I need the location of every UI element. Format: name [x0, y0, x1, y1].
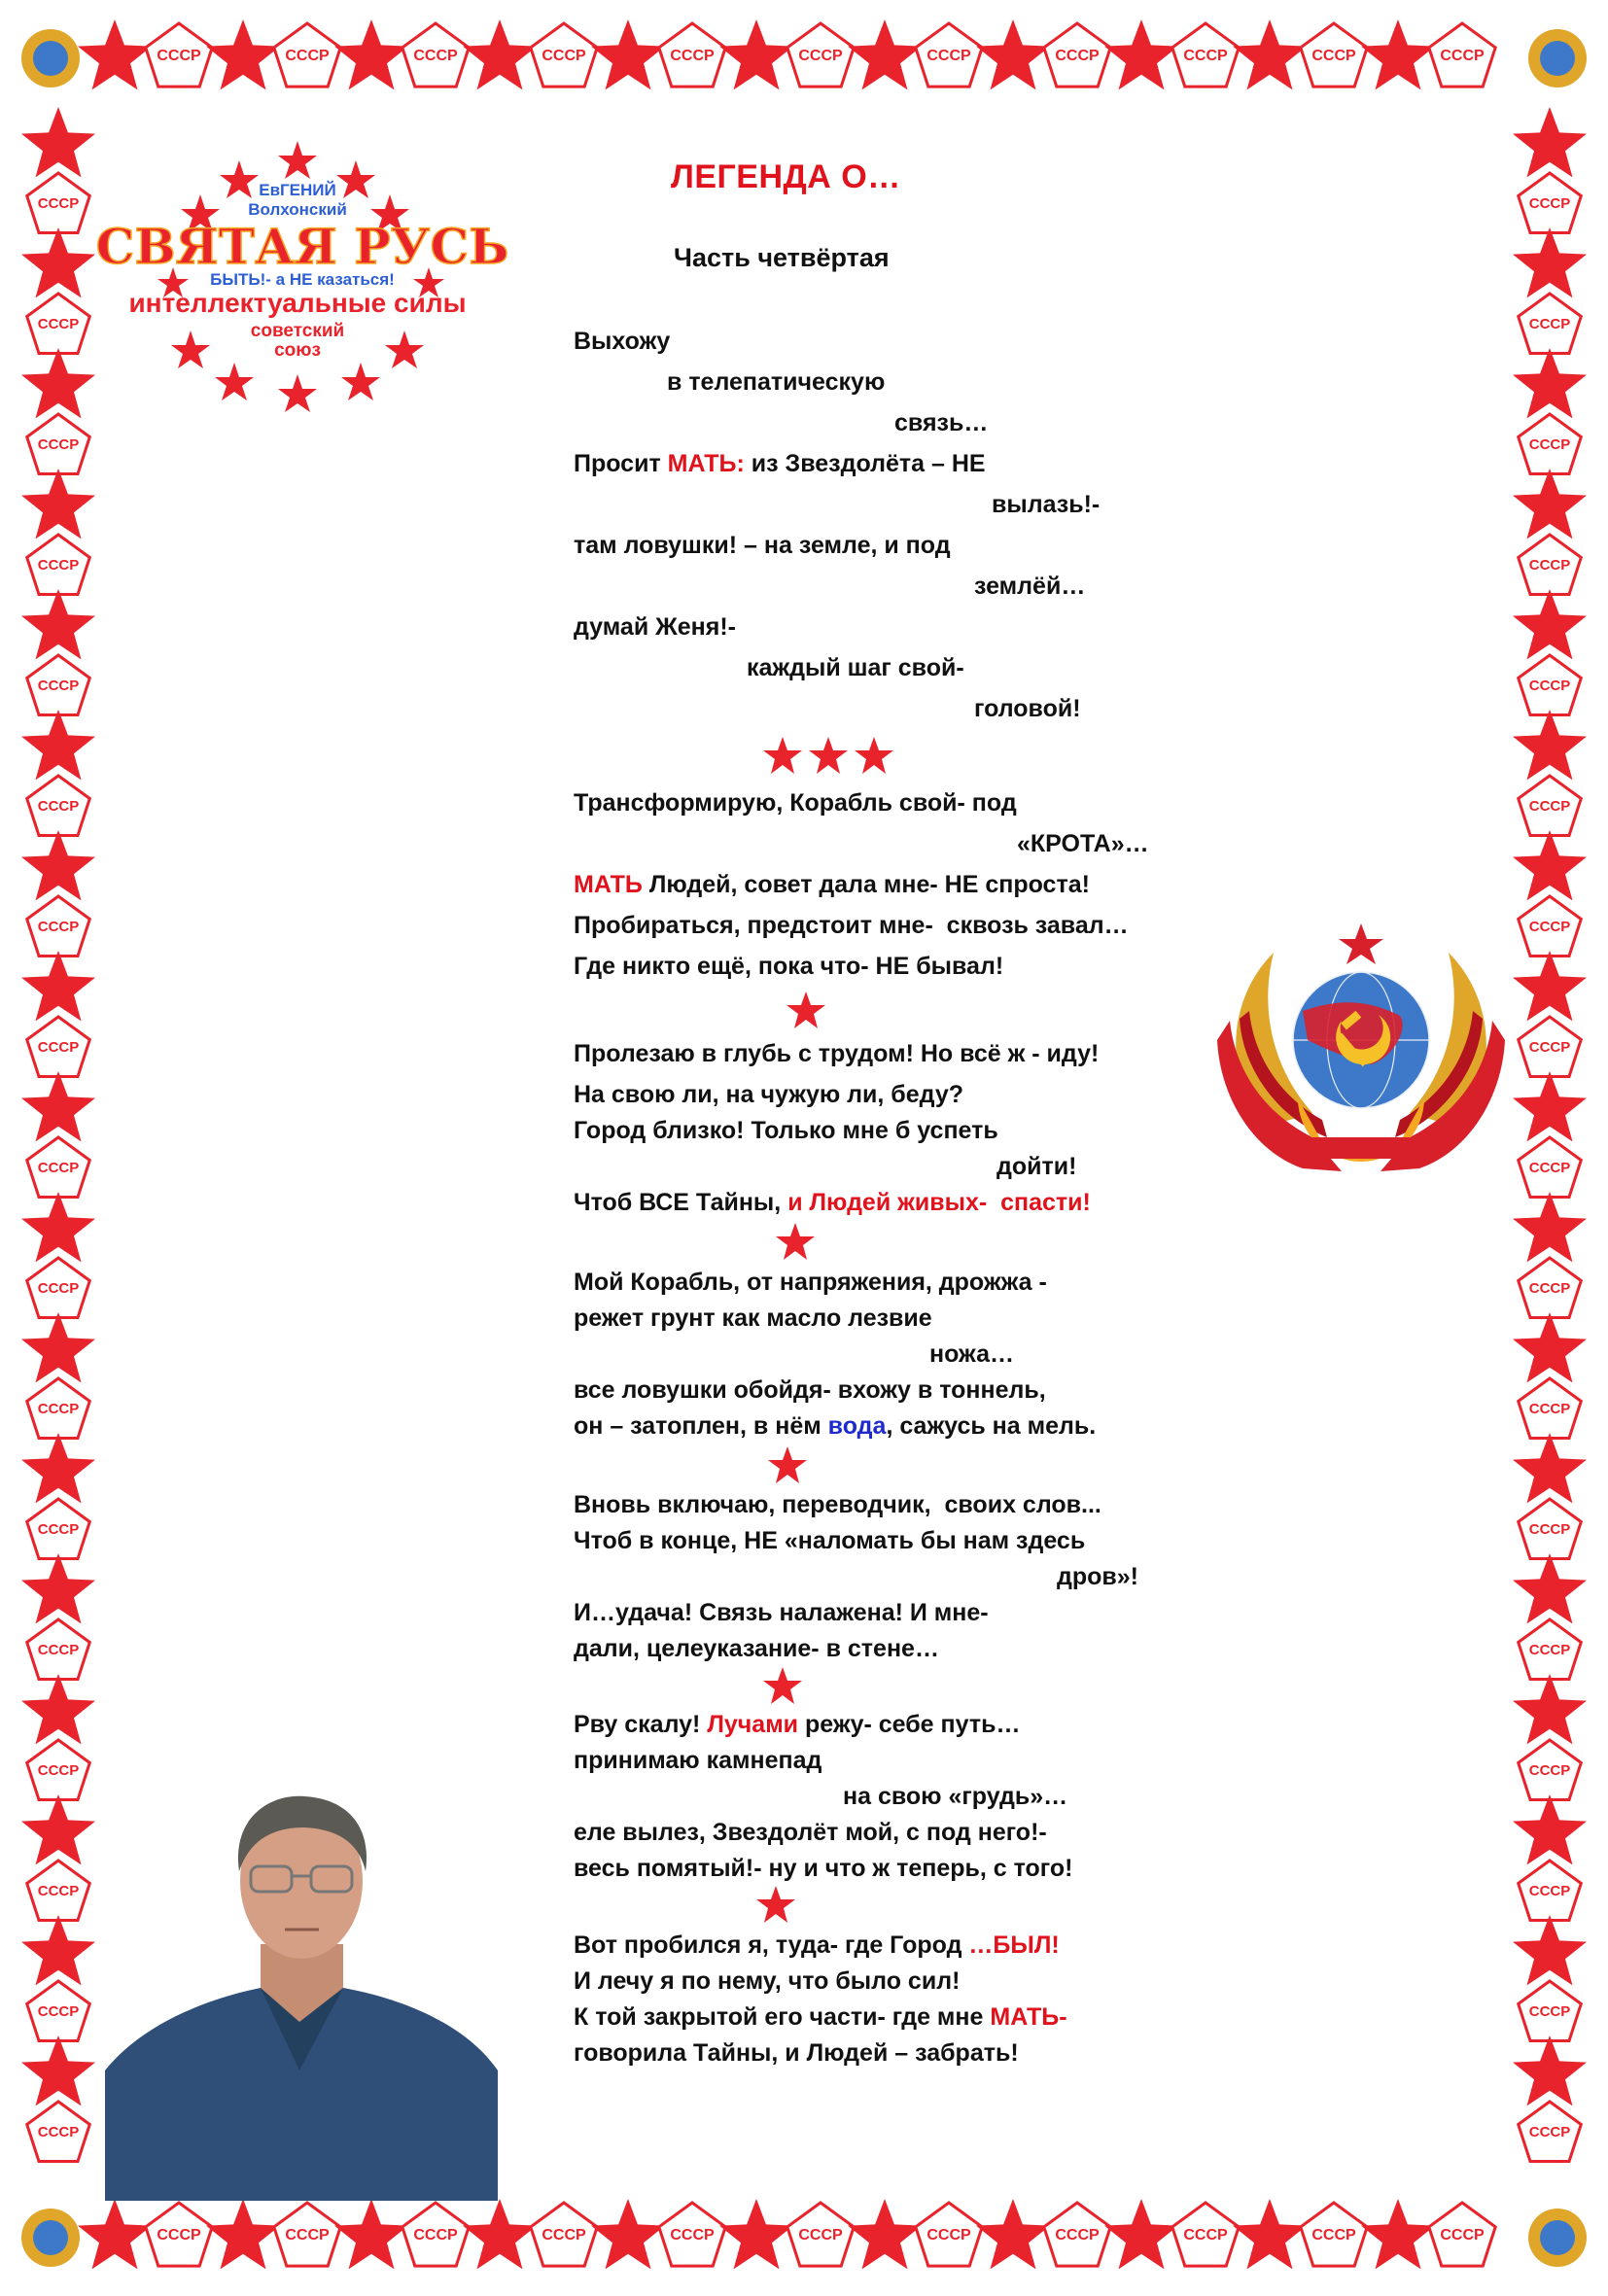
poem-line: в телепатическую — [667, 368, 886, 396]
cccp-badge-icon — [27, 2102, 90, 2162]
svg-text:СССР: СССР — [1055, 48, 1100, 64]
svg-text:СССР: СССР — [1440, 2227, 1485, 2244]
cccp-badge-icon — [1519, 294, 1582, 354]
cccp-badge-icon — [1172, 2203, 1239, 2266]
cccp-badge-icon — [1301, 23, 1367, 87]
cccp-badge-icon — [27, 1137, 90, 1198]
poem-line: ножа… — [929, 1340, 1014, 1368]
svg-text:СССР: СССР — [798, 48, 843, 64]
logo-motto: БЫТЬ!- а НЕ казаться! — [210, 270, 395, 289]
logo-line4: союз — [274, 340, 321, 361]
cccp-badge-icon — [1519, 1258, 1582, 1318]
svg-text:СССР: СССР — [1528, 195, 1571, 212]
svg-text:СССР: СССР — [37, 2003, 80, 2020]
poem-line: Просит МАТЬ: из Звездолёта – НЕ — [574, 450, 986, 477]
cccp-badge-icon — [1301, 2203, 1367, 2266]
cccp-badge-icon — [531, 23, 597, 87]
cccp-badge-icon — [402, 2203, 469, 2266]
border-star-icon — [1513, 1312, 1587, 1382]
border-star-icon — [21, 1915, 95, 1985]
border-star-icon — [1513, 1071, 1587, 1141]
logo-author-first: ЕвГЕНИЙ — [259, 181, 336, 199]
poem-line: На свою ли, на чужую ли, беду? — [574, 1081, 963, 1108]
cccp-badge-icon — [27, 655, 90, 715]
poem-line: на свою «грудь»… — [843, 1783, 1068, 1810]
cccp-badge-icon — [916, 2203, 982, 2266]
border-star-icon — [1104, 2199, 1178, 2269]
poem-line: Вот пробился я, туда- где Город …БЫЛ! — [574, 1931, 1060, 1959]
cccp-badge-icon — [27, 1619, 90, 1680]
svg-text:СССР: СССР — [37, 1280, 80, 1297]
svg-text:СССР: СССР — [1528, 1280, 1571, 1297]
border-star-icon — [1513, 1433, 1587, 1503]
border-star-icon — [21, 1312, 95, 1382]
poem-line: землёй… — [974, 573, 1086, 600]
cccp-badge-icon — [27, 896, 90, 957]
cccp-badge-icon — [27, 1981, 90, 2041]
svg-text:СССР: СССР — [37, 2124, 80, 2140]
cccp-badge-icon — [27, 776, 90, 836]
poem-line: МАТЬ Людей, совет дала мне- НЕ спроста! — [574, 871, 1090, 898]
svg-text:СССР: СССР — [37, 1160, 80, 1176]
border-star-icon — [719, 2199, 793, 2269]
cccp-badge-icon — [27, 1861, 90, 1921]
border-star-icon — [334, 19, 408, 89]
cccp-badge-icon — [1519, 535, 1582, 595]
svg-text:СССР: СССР — [37, 1883, 80, 1899]
cccp-badge-icon — [787, 2203, 854, 2266]
cccp-badge-icon — [1429, 23, 1495, 87]
border-star-icon — [1233, 2199, 1307, 2269]
cccp-badge-icon — [916, 23, 982, 87]
border-star-icon — [976, 2199, 1050, 2269]
cccp-badge-icon — [1519, 896, 1582, 957]
cccp-badge-icon — [1519, 776, 1582, 836]
border-star-icon — [206, 2199, 280, 2269]
border-star-icon — [1513, 348, 1587, 418]
cccp-badge-icon — [531, 2203, 597, 2266]
border-star-icon — [21, 469, 95, 539]
svg-text:СССР: СССР — [1528, 2003, 1571, 2020]
svg-text:СССР: СССР — [285, 48, 330, 64]
border-star-icon — [21, 830, 95, 900]
svg-text:СССР: СССР — [37, 436, 80, 453]
border-star-icon — [21, 1192, 95, 1262]
svg-text:СССР: СССР — [37, 1642, 80, 1658]
svg-text:СССР: СССР — [413, 2227, 458, 2244]
svg-text:СССР: СССР — [37, 678, 80, 694]
poem-line: Рву скалу! Лучами режу- себе путь… — [574, 1711, 1021, 1738]
svg-text:СССР: СССР — [1528, 1521, 1571, 1538]
border-star-icon — [1513, 1674, 1587, 1744]
svg-text:СССР: СССР — [157, 2227, 201, 2244]
cccp-badge-icon — [1519, 1499, 1582, 1559]
border-star-icon — [463, 19, 537, 89]
highlight-water: вода — [827, 1412, 887, 1440]
svg-text:СССР: СССР — [1528, 798, 1571, 815]
border-star-icon — [21, 107, 95, 177]
poem-line: Пролезаю в глубь с трудом! Но всё ж - иду! — [574, 1040, 1100, 1067]
svg-text:СССР: СССР — [1528, 1401, 1571, 1417]
poem-line: он – затоплен, в нём вода, сажусь на мель. — [574, 1412, 1097, 1440]
border-star-icon — [1513, 2035, 1587, 2105]
cccp-badge-icon — [1519, 1861, 1582, 1921]
highlight-mat: МАТЬ — [574, 871, 643, 898]
svg-text:СССР: СССР — [1528, 1039, 1571, 1056]
border-star-icon — [1513, 951, 1587, 1021]
poem-line: Город близко! Только мне б успеть — [574, 1117, 998, 1144]
cccp-badge-icon — [1044, 2203, 1110, 2266]
svg-text:СССР: СССР — [542, 48, 586, 64]
svg-text:СССР: СССР — [1528, 316, 1571, 332]
cccp-badge-icon — [27, 1378, 90, 1439]
svg-text:СССР: СССР — [37, 1401, 80, 1417]
border-star-icon — [1513, 107, 1587, 177]
border-star-icon — [1513, 1794, 1587, 1864]
cccp-badge-icon — [1519, 1981, 1582, 2041]
poem-line: Мой Корабль, от напряжения, дрожжа - — [574, 1269, 1047, 1296]
border-star-icon — [1513, 227, 1587, 297]
poem-line: дойти! — [996, 1153, 1077, 1180]
divider-stars-three — [760, 734, 906, 779]
svg-text:СССР: СССР — [1055, 2227, 1100, 2244]
svg-text:СССР: СССР — [1528, 1883, 1571, 1899]
highlight-mat: МАТЬ: — [667, 450, 745, 477]
cccp-badge-icon — [1519, 1378, 1582, 1439]
svg-text:СССР: СССР — [1528, 1642, 1571, 1658]
poem-line: каждый шаг свой- — [747, 654, 964, 681]
svg-text:СССР: СССР — [1311, 2227, 1356, 2244]
svg-text:СССР: СССР — [37, 1762, 80, 1779]
decorative-border-top — [0, 0, 1608, 117]
page-subtitle: Часть четвёртая — [674, 243, 890, 272]
svyataya-rus-logo — [93, 131, 511, 413]
poem-line: К той закрытой его части- где мне МАТЬ- — [574, 2003, 1067, 2031]
cccp-badge-icon — [146, 2203, 212, 2266]
cccp-badge-icon — [27, 173, 90, 233]
svg-text:СССР: СССР — [285, 2227, 330, 2244]
poem-line: связь… — [894, 409, 989, 436]
highlight-save-people: и Людей живых- спасти! — [787, 1189, 1091, 1216]
poem-line: думай Женя!- — [574, 613, 736, 641]
logo-line2: интеллектуальные силы — [128, 288, 467, 318]
border-star-icon — [1513, 830, 1587, 900]
svg-text:СССР: СССР — [37, 195, 80, 212]
cccp-badge-icon — [274, 2203, 340, 2266]
poem-line: говорила Тайны, и Людей – забрать! — [574, 2039, 1019, 2067]
highlight-rays: Лучами — [707, 1711, 799, 1738]
cccp-badge-icon — [27, 1258, 90, 1318]
poem-line: режет грунт как масло лезвие — [574, 1305, 932, 1332]
divider-star — [765, 1444, 810, 1488]
poem-line: Чтоб в конце, НЕ «наломать бы нам здесь — [574, 1527, 1086, 1554]
svg-text:СССР: СССР — [37, 557, 80, 574]
svg-text:СССР: СССР — [670, 48, 715, 64]
svg-text:СССР: СССР — [1528, 919, 1571, 935]
poem-line: весь помятый!- ну и что ж теперь, с того! — [574, 1855, 1073, 1882]
cccp-badge-icon — [402, 23, 469, 87]
cccp-badge-icon — [27, 294, 90, 354]
border-star-icon — [334, 2199, 408, 2269]
border-star-icon — [1513, 710, 1587, 780]
poem-line: дали, целеуказание- в стене… — [574, 1635, 939, 1662]
cccp-badge-icon — [1519, 1017, 1582, 1077]
svg-text:СССР: СССР — [1528, 436, 1571, 453]
cccp-badge-icon — [1519, 173, 1582, 233]
svg-text:СССР: СССР — [37, 798, 80, 815]
cccp-badge-icon — [1519, 1740, 1582, 1800]
border-star-icon — [1513, 1553, 1587, 1623]
poem-line: дров»! — [1057, 1563, 1139, 1590]
border-star-icon — [1361, 2199, 1435, 2269]
border-star-icon — [21, 710, 95, 780]
svg-text:СССР: СССР — [542, 2227, 586, 2244]
border-star-icon — [719, 19, 793, 89]
poem-line: Вновь включаю, переводчик, своих слов... — [574, 1491, 1101, 1518]
svg-text:СССР: СССР — [1183, 2227, 1228, 2244]
logo-brand: СВЯТАЯ РУСЬ — [95, 218, 509, 275]
poem-line: все ловушки обойдя- вхожу в тоннель, — [574, 1376, 1046, 1404]
poem-line: головой! — [974, 695, 1081, 722]
svg-text:СССР: СССР — [1440, 48, 1485, 64]
poem-line: И лечу я по нему, что было сил! — [574, 1967, 961, 1995]
cccp-badge-icon — [27, 414, 90, 474]
border-star-icon — [1513, 589, 1587, 659]
svg-text:СССР: СССР — [37, 919, 80, 935]
svg-text:СССР: СССР — [1528, 557, 1571, 574]
poem-line: Чтоб ВСЕ Тайны, и Людей живых- спасти! — [574, 1189, 1091, 1216]
border-star-icon — [21, 1674, 95, 1744]
ussr-emblem-image — [1206, 904, 1517, 1196]
svg-text:СССР: СССР — [157, 48, 201, 64]
svg-text:СССР: СССР — [1528, 2124, 1571, 2140]
poem-line: принимаю камнепад — [574, 1747, 822, 1774]
border-star-icon — [1513, 469, 1587, 539]
poem-line: вылазь!- — [992, 491, 1101, 518]
border-star-icon — [21, 348, 95, 418]
svg-text:СССР: СССР — [670, 2227, 715, 2244]
logo-author-last: Волхонский — [248, 200, 347, 219]
cccp-badge-icon — [1519, 2102, 1582, 2162]
svg-text:СССР: СССР — [1183, 48, 1228, 64]
border-star-icon — [1104, 19, 1178, 89]
emblem-star-icon — [1339, 923, 1383, 964]
cccp-badge-icon — [27, 1499, 90, 1559]
divider-star — [760, 1664, 805, 1709]
border-star-icon — [21, 227, 95, 297]
poem-line: еле вылез, Звездолёт мой, с под него!- — [574, 1819, 1047, 1846]
border-star-icon — [21, 1433, 95, 1503]
cccp-badge-icon — [27, 535, 90, 595]
author-portrait-photo — [105, 1779, 498, 2201]
highlight-was: …БЫЛ! — [968, 1931, 1060, 1959]
page-title: ЛЕГЕНДА О… — [671, 158, 901, 195]
cccp-badge-icon — [1044, 23, 1110, 87]
svg-text:СССР: СССР — [926, 48, 971, 64]
cccp-badge-icon — [659, 23, 725, 87]
cccp-badge-icon — [1519, 655, 1582, 715]
svg-text:СССР: СССР — [1528, 1762, 1571, 1779]
poem-line: Пробираться, предстоит мне- сквозь завал… — [574, 912, 1129, 939]
divider-star — [784, 989, 828, 1033]
svg-text:СССР: СССР — [1528, 678, 1571, 694]
border-star-icon — [21, 1553, 95, 1623]
svg-text:СССР: СССР — [413, 48, 458, 64]
border-star-icon — [206, 19, 280, 89]
svg-text:СССР: СССР — [37, 1521, 80, 1538]
cccp-badge-icon — [1519, 1619, 1582, 1680]
cccp-badge-icon — [787, 23, 854, 87]
border-star-icon — [21, 951, 95, 1021]
svg-text:СССР: СССР — [1311, 48, 1356, 64]
border-star-icon — [21, 1071, 95, 1141]
poem-line: Трансформирую, Корабль свой- под — [574, 789, 1017, 817]
cccp-badge-icon — [1519, 414, 1582, 474]
poem-line: Где никто ещё, пока что- НЕ бывал! — [574, 953, 1004, 980]
svg-text:СССР: СССР — [926, 2227, 971, 2244]
highlight-mat: МАТЬ- — [990, 2003, 1067, 2031]
cccp-badge-icon — [146, 23, 212, 87]
cccp-badge-icon — [659, 2203, 725, 2266]
poem-line: там ловушки! – на земле, и под — [574, 532, 951, 559]
cccp-badge-icon — [1519, 1137, 1582, 1198]
poem-line: Выхожу — [574, 328, 671, 355]
divider-star — [773, 1220, 818, 1265]
border-star-icon — [1361, 19, 1435, 89]
cccp-badge-icon — [27, 1740, 90, 1800]
border-star-icon — [591, 2199, 665, 2269]
border-star-icon — [1513, 1192, 1587, 1262]
border-star-icon — [1513, 1915, 1587, 1985]
border-star-icon — [21, 2035, 95, 2105]
border-star-icon — [848, 19, 922, 89]
logo-line3: советский — [250, 321, 345, 341]
border-star-icon — [848, 2199, 922, 2269]
poem-line: «КРОТА»… — [1017, 830, 1149, 857]
svg-text:СССР: СССР — [798, 2227, 843, 2244]
cccp-badge-icon — [27, 1017, 90, 1077]
cccp-badge-icon — [1429, 2203, 1495, 2266]
border-star-icon — [1233, 19, 1307, 89]
border-star-icon — [21, 589, 95, 659]
border-star-icon — [21, 1794, 95, 1864]
border-star-icon — [976, 19, 1050, 89]
svg-text:СССР: СССР — [1528, 1160, 1571, 1176]
svg-text:СССР: СССР — [37, 316, 80, 332]
cccp-badge-icon — [1172, 23, 1239, 87]
svg-text:СССР: СССР — [37, 1039, 80, 1056]
border-star-icon — [591, 19, 665, 89]
divider-star — [753, 1883, 798, 1928]
cccp-badge-icon — [274, 23, 340, 87]
poem-line: И…удача! Связь налажена! И мне- — [574, 1599, 989, 1626]
border-star-icon — [463, 2199, 537, 2269]
